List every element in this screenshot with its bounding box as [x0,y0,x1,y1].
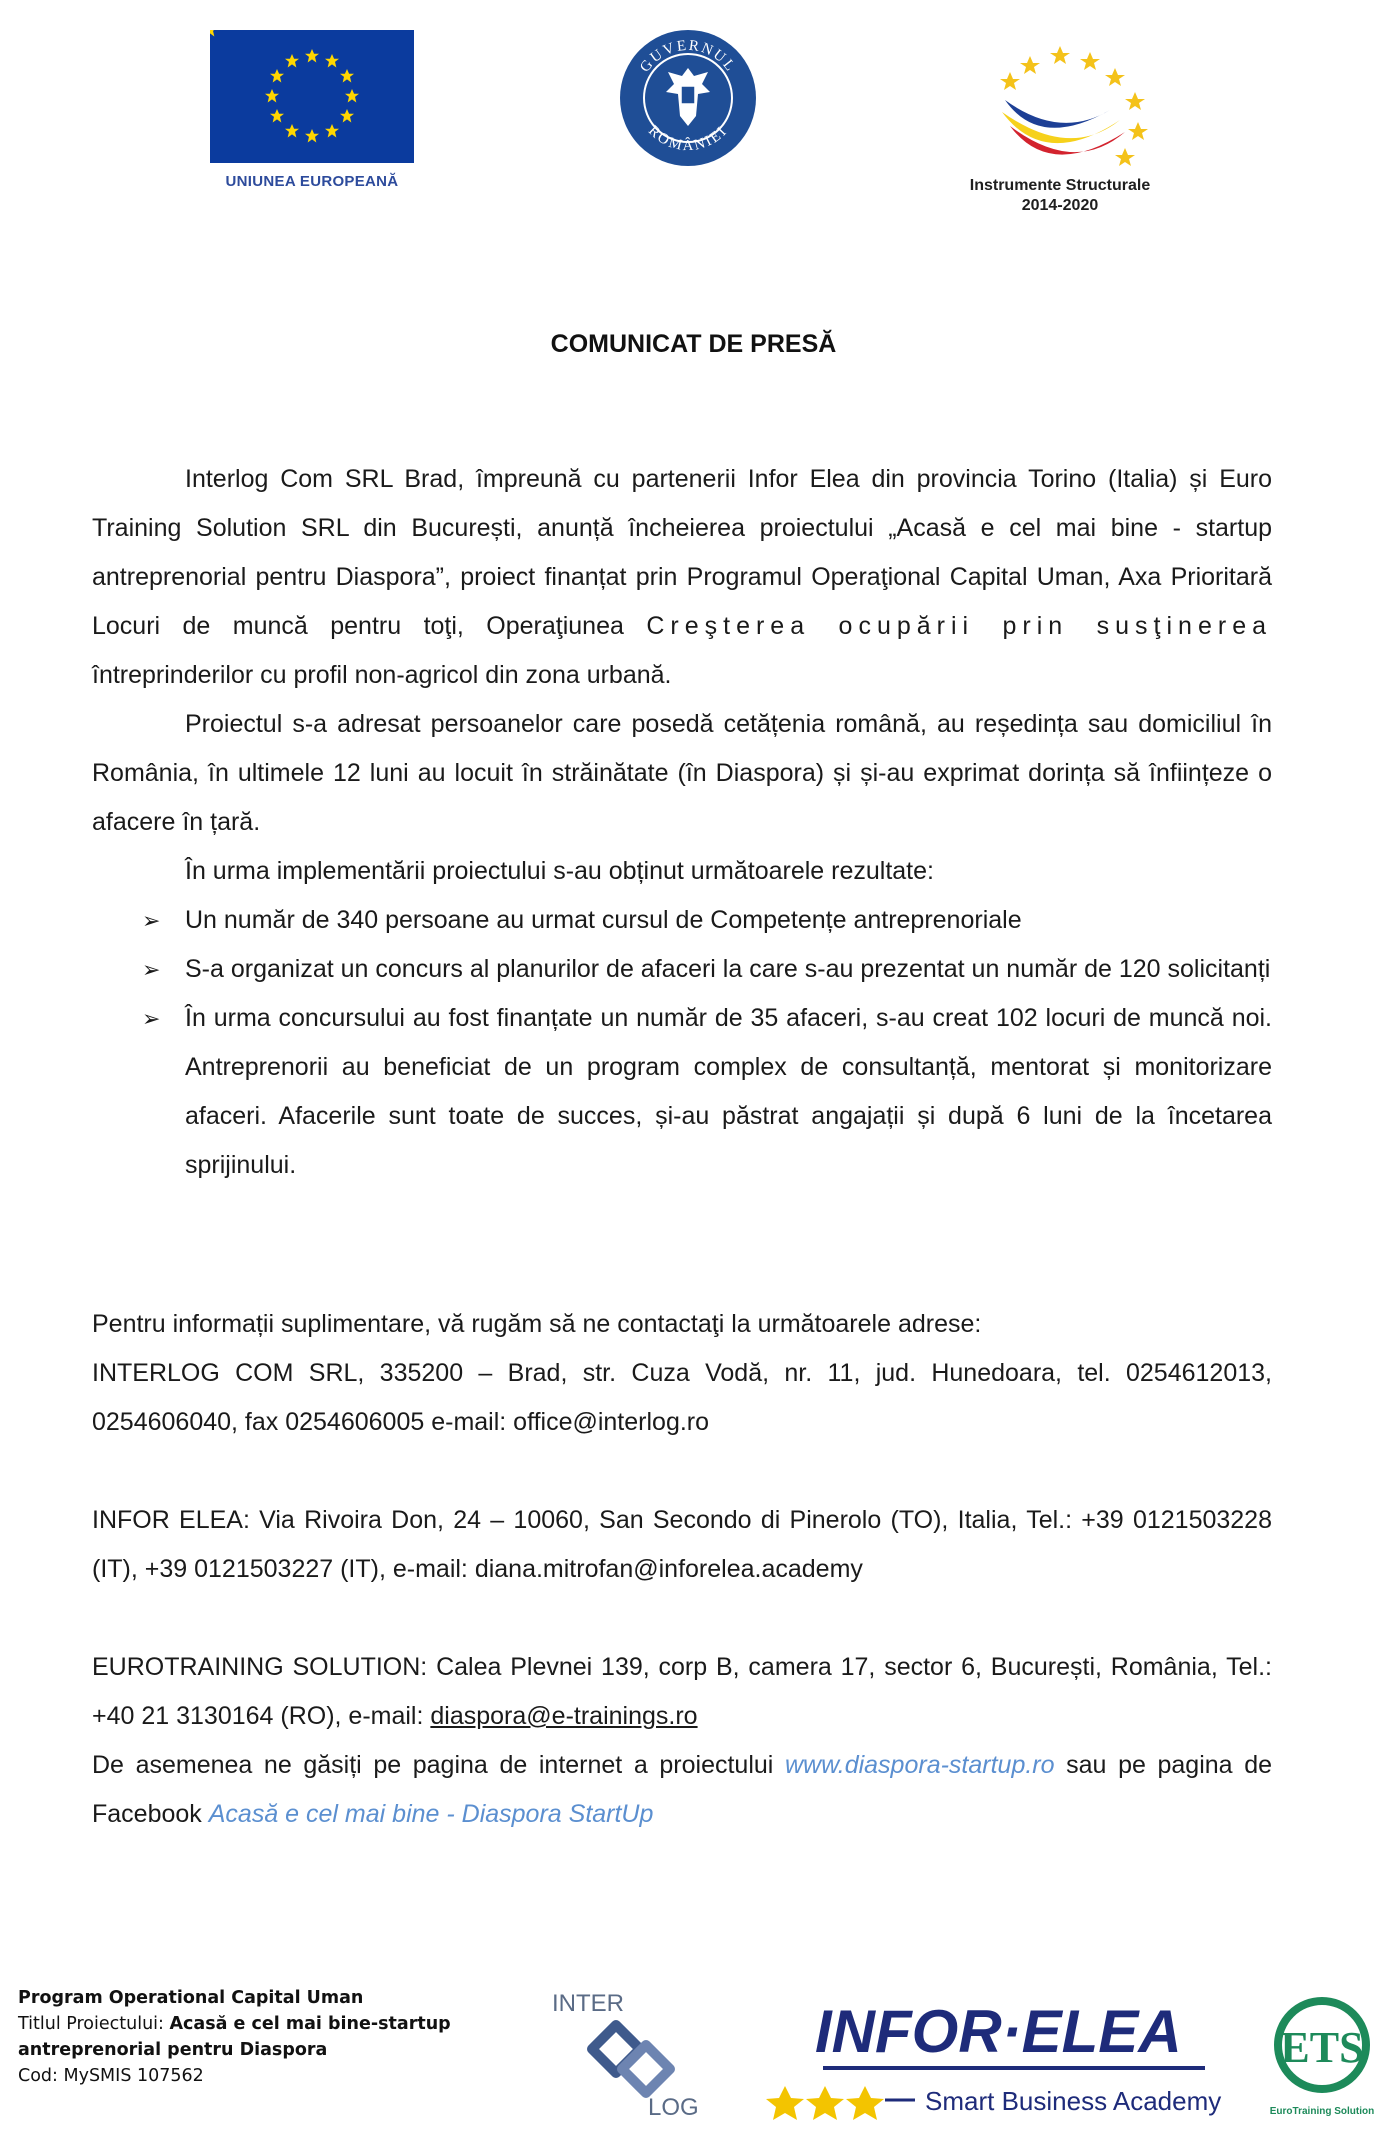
document-body [92,455,1272,1190]
results-intro: În urma implementării proiectului s-au obținut următoarele rezultate: [185,857,934,885]
press-release-title: COMUNICAT DE PRESĂ [550,330,837,358]
list-item [92,945,1272,994]
structural-line2: 2014-2020 [1021,197,1099,214]
contact-interlog: INTERLOG COM SRL, 335200 – Brad, str. Cuza Vodă, nr. 11, jud. Hunedoara, tel. 0254612013, 0254606040, fax 0254606005 e-mail: office@interlog.ro [92,1359,1272,1436]
interlog-logo [548,1975,738,2125]
ets-initials: ETS [1280,2023,1364,2072]
contact-eurotraining-block [92,1643,1272,1839]
arrow-bullet-icon: ➢ [142,957,161,982]
stars-arc-icon [1000,46,1148,166]
facebook-link[interactable]: Acasă e cel mai bine - Diaspora StartUp [208,1800,654,1828]
inforelea-name: INFOR·ELEA [815,1998,1182,2065]
result-text: În urma concursului au fost finanțate un număr de 35 afaceri, s-au creat 102 locuri de muncă noi. Antreprenorii au beneficiat de un program complex de consultanță, mentorat și monitorizare afaceri. Afacerile sunt toate de succes, și-au păstrat angajații și după 6 luni de la încetarea sprijinului. [185,1004,1272,1179]
eurotraining-text: EUROTRAINING SOLUTION: Calea Plevnei 139, corp B, camera 17, sector 6, București, România, Tel.: +40 21 3130164 (RO), e-mail: [92,1653,1272,1730]
web-paragraph [92,1741,1272,1839]
list-item [92,896,1272,945]
eurotraining-solution-logo [1262,1990,1382,2130]
interlog-top-text: INTER [552,1990,624,2017]
web-prefix: De asemenea ne găsiți pe pagina de internet a proiectului [92,1751,774,1779]
footer-program: Program Operational Capital Uman [18,1988,364,2008]
footer-title-label: Titlul Proiectului: [18,2014,164,2034]
list-item [92,994,1272,1190]
intro-part1: Interlog Com SRL Brad, împreună cu partenerii Infor Elea din provincia Torino (Italia) și Euro Training Solution SRL din București, anunță încheierea proiectului „Acasă e cel mai bine - startup antreprenorial pentru Diaspora”, proiect finanțat prin Programul Operaţional Capital Uman, Axa Prioritară Locuri de muncă pentru toţi, Operaţiunea [92,465,1272,640]
contact-block [92,1300,1272,1447]
eu-flag [210,30,414,163]
arrow-bullet-icon: ➢ [142,1006,161,1031]
contact-intro: Pentru informații suplimentare, vă rugăm să ne contactaţi la următoarele adrese: [92,1310,982,1338]
website-link[interactable]: www.diaspora-startup.ro [784,1751,1055,1779]
intro-spaced: Creşterea ocupării prin susţinerea [646,612,1272,640]
ets-caption: EuroTraining Solution [1269,2106,1375,2117]
results-list [92,896,1272,1190]
interlog-bottom-text: LOG [648,2094,699,2121]
contact-eurotraining [92,1643,1272,1741]
contact-inforelea: INFOR ELEA: Via Rivoira Don, 24 – 10060, San Secondo di Pinerolo (TO), Italia, Tel.: +39 0121503228 (IT), +39 0121503227 (IT), e-mail: diana.mitrofan@inforelea.academy [92,1506,1272,1583]
footer-project-info [18,1985,538,2089]
intro-paragraph [92,455,1272,700]
seal-top-text: GUVERNUL [637,37,739,76]
structural-line1: Instrumente Structurale [969,177,1151,194]
facebook-prefix: sau pe pagina de Facebook [92,1751,1272,1828]
footer-code: Cod: MySMIS 107562 [18,2066,204,2086]
result-text: Un număr de 340 persoane au urmat cursul de Competențe antreprenoriale [185,906,1022,934]
result-text: S-a organizat un concurs al planurilor de afaceri la care s-au prezentat un număr de 120 solicitanți [185,955,1271,983]
inforelea-tagline: Smart Business Academy [925,2086,1222,2116]
intro-part2: întreprinderilor cu profil non-agricol din zona urbană. [92,661,672,689]
eurotraining-email-link[interactable]: diaspora@e-trainings.ro [430,1702,698,1730]
government-seal-icon [618,28,758,168]
eu-caption: UNIUNEA EUROPEANĂ [225,173,399,190]
target-paragraph: Proiectul s-a adresat persoanelor care posedă cetățenia română, au reședința sau domiciliul în România, în ultimele 12 luni au locuit în străinătate (în Diaspora) și și-au exprimat dorința să înființeze o afacere în țară. [92,710,1272,836]
arrow-bullet-icon: ➢ [142,908,161,933]
footer-title-value: Acasă e cel mai bine-startup antreprenorial pentru Diaspora [18,2014,451,2060]
structural-instruments-caption [950,176,1170,216]
contact-inforelea-block [92,1496,1272,1594]
inforelea-logo [765,1990,1235,2125]
eu-stars-icon [210,30,414,163]
stars-icon [766,2086,884,2120]
eu-logo [210,30,414,190]
seal-bottom-text: ROMÂNIEI [645,122,731,155]
